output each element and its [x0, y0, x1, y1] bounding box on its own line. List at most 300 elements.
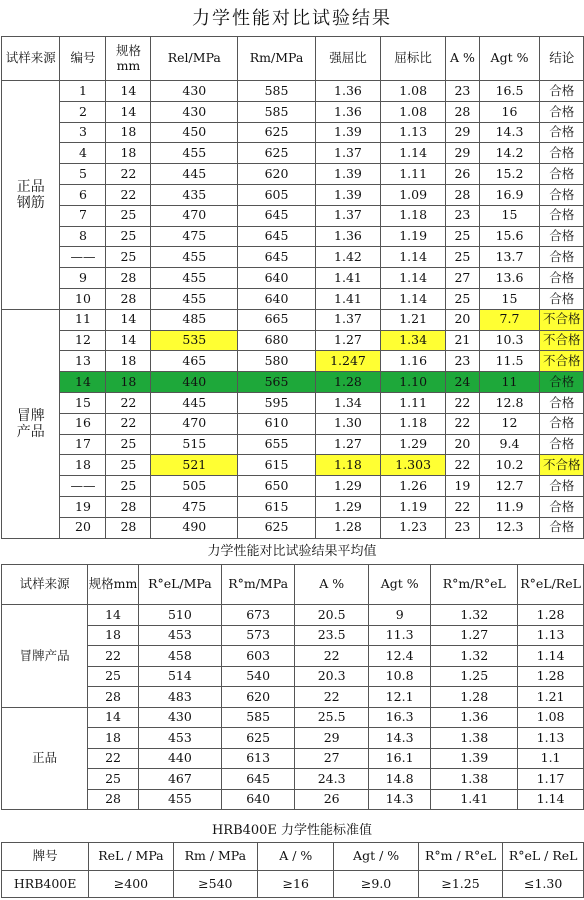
table-cell: 合格 [540, 517, 584, 538]
table-cell: 15 [479, 205, 540, 226]
table-row [2, 455, 584, 476]
table-cell: 1.14 [518, 789, 584, 810]
table-cell: 5 [60, 164, 106, 185]
table-cell: 合格 [540, 288, 584, 309]
table-cell: 25 [106, 247, 151, 268]
table-cell: 18 [88, 728, 139, 749]
column-header: R°m/MPa [221, 565, 294, 605]
table-cell: 1.13 [518, 728, 584, 749]
table-cell: 1.37 [315, 143, 380, 164]
table-cell: 22 [446, 413, 479, 434]
table-cell: 18 [106, 143, 151, 164]
table-row [2, 101, 584, 122]
table-cell: 合格 [540, 143, 584, 164]
table-cell: 1.37 [315, 205, 380, 226]
table-cell: 12.4 [369, 646, 431, 667]
table-cell: 18 [106, 372, 151, 393]
table-cell: 1.13 [518, 625, 584, 646]
table-cell: 22 [446, 496, 479, 517]
table-cell: 合格 [540, 205, 584, 226]
table-cell: 合格 [540, 268, 584, 289]
table-cell: 1.30 [315, 413, 380, 434]
standard-table [1, 842, 584, 898]
table-cell: 680 [238, 330, 316, 351]
table-cell: 1.11 [381, 164, 446, 185]
table-cell: 22 [106, 413, 151, 434]
table-cell: 470 [151, 205, 238, 226]
table-cell: 1.38 [431, 769, 518, 790]
group-cell-genuine: 正品钢筋 [2, 81, 60, 310]
table-cell: 合格 [540, 434, 584, 455]
table-cell: 合格 [540, 184, 584, 205]
table-cell: 合格 [540, 247, 584, 268]
table-cell: 不合格 [540, 351, 584, 372]
table-cell: 26 [295, 789, 369, 810]
table-cell: 585 [238, 81, 316, 102]
table-cell: 4 [60, 143, 106, 164]
table-cell: 1.42 [315, 247, 380, 268]
column-header: A % [446, 37, 479, 81]
table-cell: 7.7 [479, 309, 540, 330]
table-cell: 1.19 [381, 226, 446, 247]
table-cell: 1.1 [518, 748, 584, 769]
column-header: A % [295, 565, 369, 605]
table-cell: 640 [238, 288, 316, 309]
table-cell: 1.28 [315, 517, 380, 538]
table-cell: 573 [221, 625, 294, 646]
column-header: R°m/R°eL [431, 565, 518, 605]
table-cell: 15.2 [479, 164, 540, 185]
table-cell: 1.39 [431, 748, 518, 769]
table-row [2, 309, 584, 330]
table-cell: 合格 [540, 101, 584, 122]
table-cell: 28 [106, 268, 151, 289]
table-cell: ≥540 [173, 871, 257, 898]
table-cell: 565 [238, 372, 316, 393]
table-cell: 23 [446, 205, 479, 226]
table-cell: 18 [106, 351, 151, 372]
table-cell: 1.39 [315, 164, 380, 185]
column-header: 强屈比 [315, 37, 380, 81]
table-cell: 13 [60, 351, 106, 372]
table-row [2, 268, 584, 289]
table-cell: 22 [446, 455, 479, 476]
table-cell: 645 [221, 769, 294, 790]
table-cell: 29 [446, 122, 479, 143]
table-cell: 7 [60, 205, 106, 226]
table-cell: 585 [221, 707, 294, 728]
table-cell: 3 [60, 122, 106, 143]
table-cell: 620 [221, 687, 294, 708]
table-cell: 1.28 [518, 605, 584, 626]
column-header: 规格mm [88, 565, 139, 605]
table-cell: 20 [446, 434, 479, 455]
table-cell: 8 [60, 226, 106, 247]
table-row [2, 476, 584, 497]
table-cell: 25 [88, 769, 139, 790]
column-header: Rm / MPa [173, 843, 257, 871]
table-row [2, 496, 584, 517]
table-cell: 465 [151, 351, 238, 372]
table-cell: 1.38 [431, 728, 518, 749]
table-row [2, 517, 584, 538]
table-cell: 20 [60, 517, 106, 538]
table-cell: 19 [446, 476, 479, 497]
table-cell: ≥1.25 [418, 871, 503, 898]
table-cell: ≥16 [258, 871, 334, 898]
table-row [2, 789, 584, 810]
column-header: ReL / MPa [89, 843, 173, 871]
table-cell: 1.21 [518, 687, 584, 708]
table-cell: 1.14 [381, 143, 446, 164]
table-cell: 1.26 [381, 476, 446, 497]
table-cell: 17 [60, 434, 106, 455]
table-cell: 14.3 [479, 122, 540, 143]
table-row [2, 625, 584, 646]
table-row [2, 413, 584, 434]
table-cell: 11 [479, 372, 540, 393]
table-cell: 625 [238, 517, 316, 538]
table-cell: 455 [151, 143, 238, 164]
table-cell: 430 [151, 81, 238, 102]
table-row [2, 226, 584, 247]
table-cell: 485 [151, 309, 238, 330]
table-cell: 1.18 [315, 455, 380, 476]
table-cell: 665 [238, 309, 316, 330]
table-cell: 23 [446, 517, 479, 538]
table-cell: 9 [60, 268, 106, 289]
table-row [2, 205, 584, 226]
table-cell: 13.7 [479, 247, 540, 268]
header-row [2, 843, 584, 871]
table-cell: 23.5 [295, 625, 369, 646]
table-cell: 14 [106, 81, 151, 102]
table-cell: 603 [221, 646, 294, 667]
table-cell: 10.8 [369, 666, 431, 687]
table-cell: 16 [479, 101, 540, 122]
table-cell: 1.28 [431, 687, 518, 708]
table-cell: 14.2 [479, 143, 540, 164]
table-row [2, 605, 584, 626]
table-cell: 615 [238, 496, 316, 517]
table-cell: 25 [446, 288, 479, 309]
table-cell: 613 [221, 748, 294, 769]
table-cell: 1.16 [381, 351, 446, 372]
table-cell: 521 [151, 455, 238, 476]
table-cell: 23 [446, 351, 479, 372]
table-cell: 605 [238, 184, 316, 205]
table-cell: 16 [60, 413, 106, 434]
table-row [2, 687, 584, 708]
table-cell: 22 [446, 392, 479, 413]
table-cell: 1.41 [315, 268, 380, 289]
table-cell: 14.3 [369, 728, 431, 749]
header-row [2, 565, 584, 605]
table-cell: 1.19 [381, 496, 446, 517]
table-cell: ≤1.30 [503, 871, 584, 898]
table-cell: 26 [446, 164, 479, 185]
group-cell-brand: 冒牌产品 [2, 309, 60, 538]
table-cell: 610 [238, 413, 316, 434]
table-cell: 28 [88, 789, 139, 810]
table-cell: 13.6 [479, 268, 540, 289]
table-cell: 430 [138, 707, 221, 728]
table-cell: 1 [60, 81, 106, 102]
table-cell: 25 [106, 226, 151, 247]
table-cell: 19 [60, 496, 106, 517]
table-cell: —— [60, 476, 106, 497]
table-cell: 10.2 [479, 455, 540, 476]
table-cell: 16.5 [479, 81, 540, 102]
table-cell: 1.28 [518, 666, 584, 687]
table-cell: 12 [60, 330, 106, 351]
table-cell: 1.303 [381, 455, 446, 476]
table-cell: 18 [60, 455, 106, 476]
table-cell: 合格 [540, 226, 584, 247]
standard-title: HRB400E 力学性能标准值 [211, 823, 373, 838]
table-cell: 510 [138, 605, 221, 626]
table-cell: 25 [106, 205, 151, 226]
table-cell: 1.10 [381, 372, 446, 393]
table-cell: 615 [238, 455, 316, 476]
table-cell: 6 [60, 184, 106, 205]
column-header: 试样来源 [2, 565, 88, 605]
table-cell: 23 [446, 81, 479, 102]
averages-title: 力学性能对比试验结果平均值 [207, 544, 377, 559]
table-cell: 455 [151, 247, 238, 268]
table-cell: 1.29 [381, 434, 446, 455]
table-cell: 15 [60, 392, 106, 413]
table-cell: 22 [88, 646, 139, 667]
table-cell: 458 [138, 646, 221, 667]
table-row [2, 351, 584, 372]
table-row [2, 707, 584, 728]
table-row [2, 434, 584, 455]
table-cell: 455 [151, 268, 238, 289]
table-cell: 14.3 [369, 789, 431, 810]
table-cell: 22 [106, 184, 151, 205]
table-cell: 12.8 [479, 392, 540, 413]
table-cell: 22 [88, 748, 139, 769]
table-cell: 9 [369, 605, 431, 626]
table-cell: 445 [151, 392, 238, 413]
table-cell: 1.29 [315, 476, 380, 497]
table-cell: 合格 [540, 81, 584, 102]
table-cell: 合格 [540, 476, 584, 497]
table-cell: 673 [221, 605, 294, 626]
table-cell: 1.247 [315, 351, 380, 372]
table-cell: 435 [151, 184, 238, 205]
group-cell-genuine: 正品 [2, 707, 88, 810]
table-cell: 1.14 [518, 646, 584, 667]
table-cell: 27 [295, 748, 369, 769]
table-cell: 1.27 [315, 434, 380, 455]
table-cell: 20 [446, 309, 479, 330]
table-row [2, 748, 584, 769]
table-cell: 25.5 [295, 707, 369, 728]
table-row [2, 143, 584, 164]
table-cell: 16.3 [369, 707, 431, 728]
table-cell: 15.6 [479, 226, 540, 247]
table-cell: 28 [446, 101, 479, 122]
column-header: 牌号 [2, 843, 89, 871]
table-cell: 28 [106, 288, 151, 309]
table-cell: 28 [106, 517, 151, 538]
table-cell: 22 [106, 392, 151, 413]
table-row [2, 769, 584, 790]
table-cell: 合格 [540, 496, 584, 517]
table-cell: 1.17 [518, 769, 584, 790]
table-cell: 1.08 [381, 101, 446, 122]
table-cell: 505 [151, 476, 238, 497]
table-cell: 29 [446, 143, 479, 164]
table-cell: 21 [446, 330, 479, 351]
column-header: Rm/MPa [238, 37, 316, 81]
table-cell: —— [60, 247, 106, 268]
table-cell: 475 [151, 496, 238, 517]
table-cell: 1.21 [381, 309, 446, 330]
table-cell: 514 [138, 666, 221, 687]
table-cell: 1.34 [381, 330, 446, 351]
table-row [2, 666, 584, 687]
table-cell: 18 [88, 625, 139, 646]
table-cell: 1.23 [381, 517, 446, 538]
table-cell: 650 [238, 476, 316, 497]
table-cell: 455 [151, 288, 238, 309]
column-header: A / % [258, 843, 334, 871]
table-cell: 20.3 [295, 666, 369, 687]
table-cell: 453 [138, 728, 221, 749]
table-cell: 455 [138, 789, 221, 810]
group-cell-brand: 冒牌产品 [2, 605, 88, 708]
table-cell: 1.09 [381, 184, 446, 205]
table-cell: 27 [446, 268, 479, 289]
table-cell: 1.11 [381, 392, 446, 413]
table-cell: 14 [106, 101, 151, 122]
table-cell: 22 [295, 687, 369, 708]
table-cell: 625 [238, 122, 316, 143]
table-cell: 1.36 [315, 226, 380, 247]
table-cell: 445 [151, 164, 238, 185]
table-cell: 1.36 [315, 81, 380, 102]
table-cell: 645 [238, 205, 316, 226]
table-cell: 15 [479, 288, 540, 309]
table-cell: 10.3 [479, 330, 540, 351]
results-table [1, 36, 584, 539]
table-row [2, 164, 584, 185]
table-cell: 470 [151, 413, 238, 434]
table-cell: 16.1 [369, 748, 431, 769]
table-cell: 12.7 [479, 476, 540, 497]
table-cell: 1.14 [381, 288, 446, 309]
table-cell: 1.29 [315, 496, 380, 517]
table-cell: 1.08 [381, 81, 446, 102]
column-header: 结论 [540, 37, 584, 81]
table-cell: 14 [60, 372, 106, 393]
table-cell: 535 [151, 330, 238, 351]
table-cell: 11.9 [479, 496, 540, 517]
table-cell: 24.3 [295, 769, 369, 790]
table-cell: 28 [88, 687, 139, 708]
table-cell: 1.14 [381, 247, 446, 268]
table-cell: 430 [151, 101, 238, 122]
table-cell: 12.3 [479, 517, 540, 538]
table-cell: 625 [238, 143, 316, 164]
table-cell: 1.18 [381, 205, 446, 226]
table-cell: 1.25 [431, 666, 518, 687]
table-cell: 25 [446, 247, 479, 268]
table-cell: 1.41 [315, 288, 380, 309]
table-cell: 515 [151, 434, 238, 455]
table-cell: 1.28 [315, 372, 380, 393]
column-header: R°eL / ReL [503, 843, 584, 871]
table-cell: 9.4 [479, 434, 540, 455]
table-cell: 440 [138, 748, 221, 769]
results-title: 力学性能对比试验结果 [192, 8, 392, 29]
table-cell: 1.13 [381, 122, 446, 143]
column-header: Agt % [479, 37, 540, 81]
table-cell: 640 [221, 789, 294, 810]
table-cell: 11 [60, 309, 106, 330]
table-cell: 不合格 [540, 330, 584, 351]
column-header: 编号 [60, 37, 106, 81]
column-header: Agt / % [334, 843, 418, 871]
table-cell: 540 [221, 666, 294, 687]
table-cell: 12 [479, 413, 540, 434]
table-cell: 1.36 [315, 101, 380, 122]
column-header: Agt % [369, 565, 431, 605]
table-cell: 1.37 [315, 309, 380, 330]
table-cell: ≥9.0 [334, 871, 418, 898]
column-header: 试样来源 [2, 37, 60, 81]
table-cell: 28 [446, 184, 479, 205]
table-cell: 645 [238, 226, 316, 247]
table-cell: 450 [151, 122, 238, 143]
table-row [2, 184, 584, 205]
table-cell: 28 [106, 496, 151, 517]
table-cell: 655 [238, 434, 316, 455]
table-cell: 453 [138, 625, 221, 646]
table-cell: 620 [238, 164, 316, 185]
table-row [2, 288, 584, 309]
table-cell: 475 [151, 226, 238, 247]
table-row [2, 392, 584, 413]
table-row [2, 122, 584, 143]
table-cell: 1.08 [518, 707, 584, 728]
table-cell: 580 [238, 351, 316, 372]
table-cell: 25 [106, 434, 151, 455]
table-cell: 1.27 [431, 625, 518, 646]
table-cell: 11.5 [479, 351, 540, 372]
table-cell: ≥400 [89, 871, 173, 898]
table-cell: 25 [446, 226, 479, 247]
table-cell: 625 [221, 728, 294, 749]
table-cell: 25 [88, 666, 139, 687]
table-row [2, 81, 584, 102]
table-cell: 14 [88, 707, 139, 728]
table-cell: 640 [238, 268, 316, 289]
table-cell: 10 [60, 288, 106, 309]
table-cell: 14.8 [369, 769, 431, 790]
column-header: 屈标比 [381, 37, 446, 81]
table-cell: 25 [106, 455, 151, 476]
table-cell: 14 [106, 309, 151, 330]
table-cell: 25 [106, 476, 151, 497]
header-row [2, 37, 584, 81]
table-cell: 合格 [540, 164, 584, 185]
table-cell: 不合格 [540, 455, 584, 476]
table-cell: 645 [238, 247, 316, 268]
